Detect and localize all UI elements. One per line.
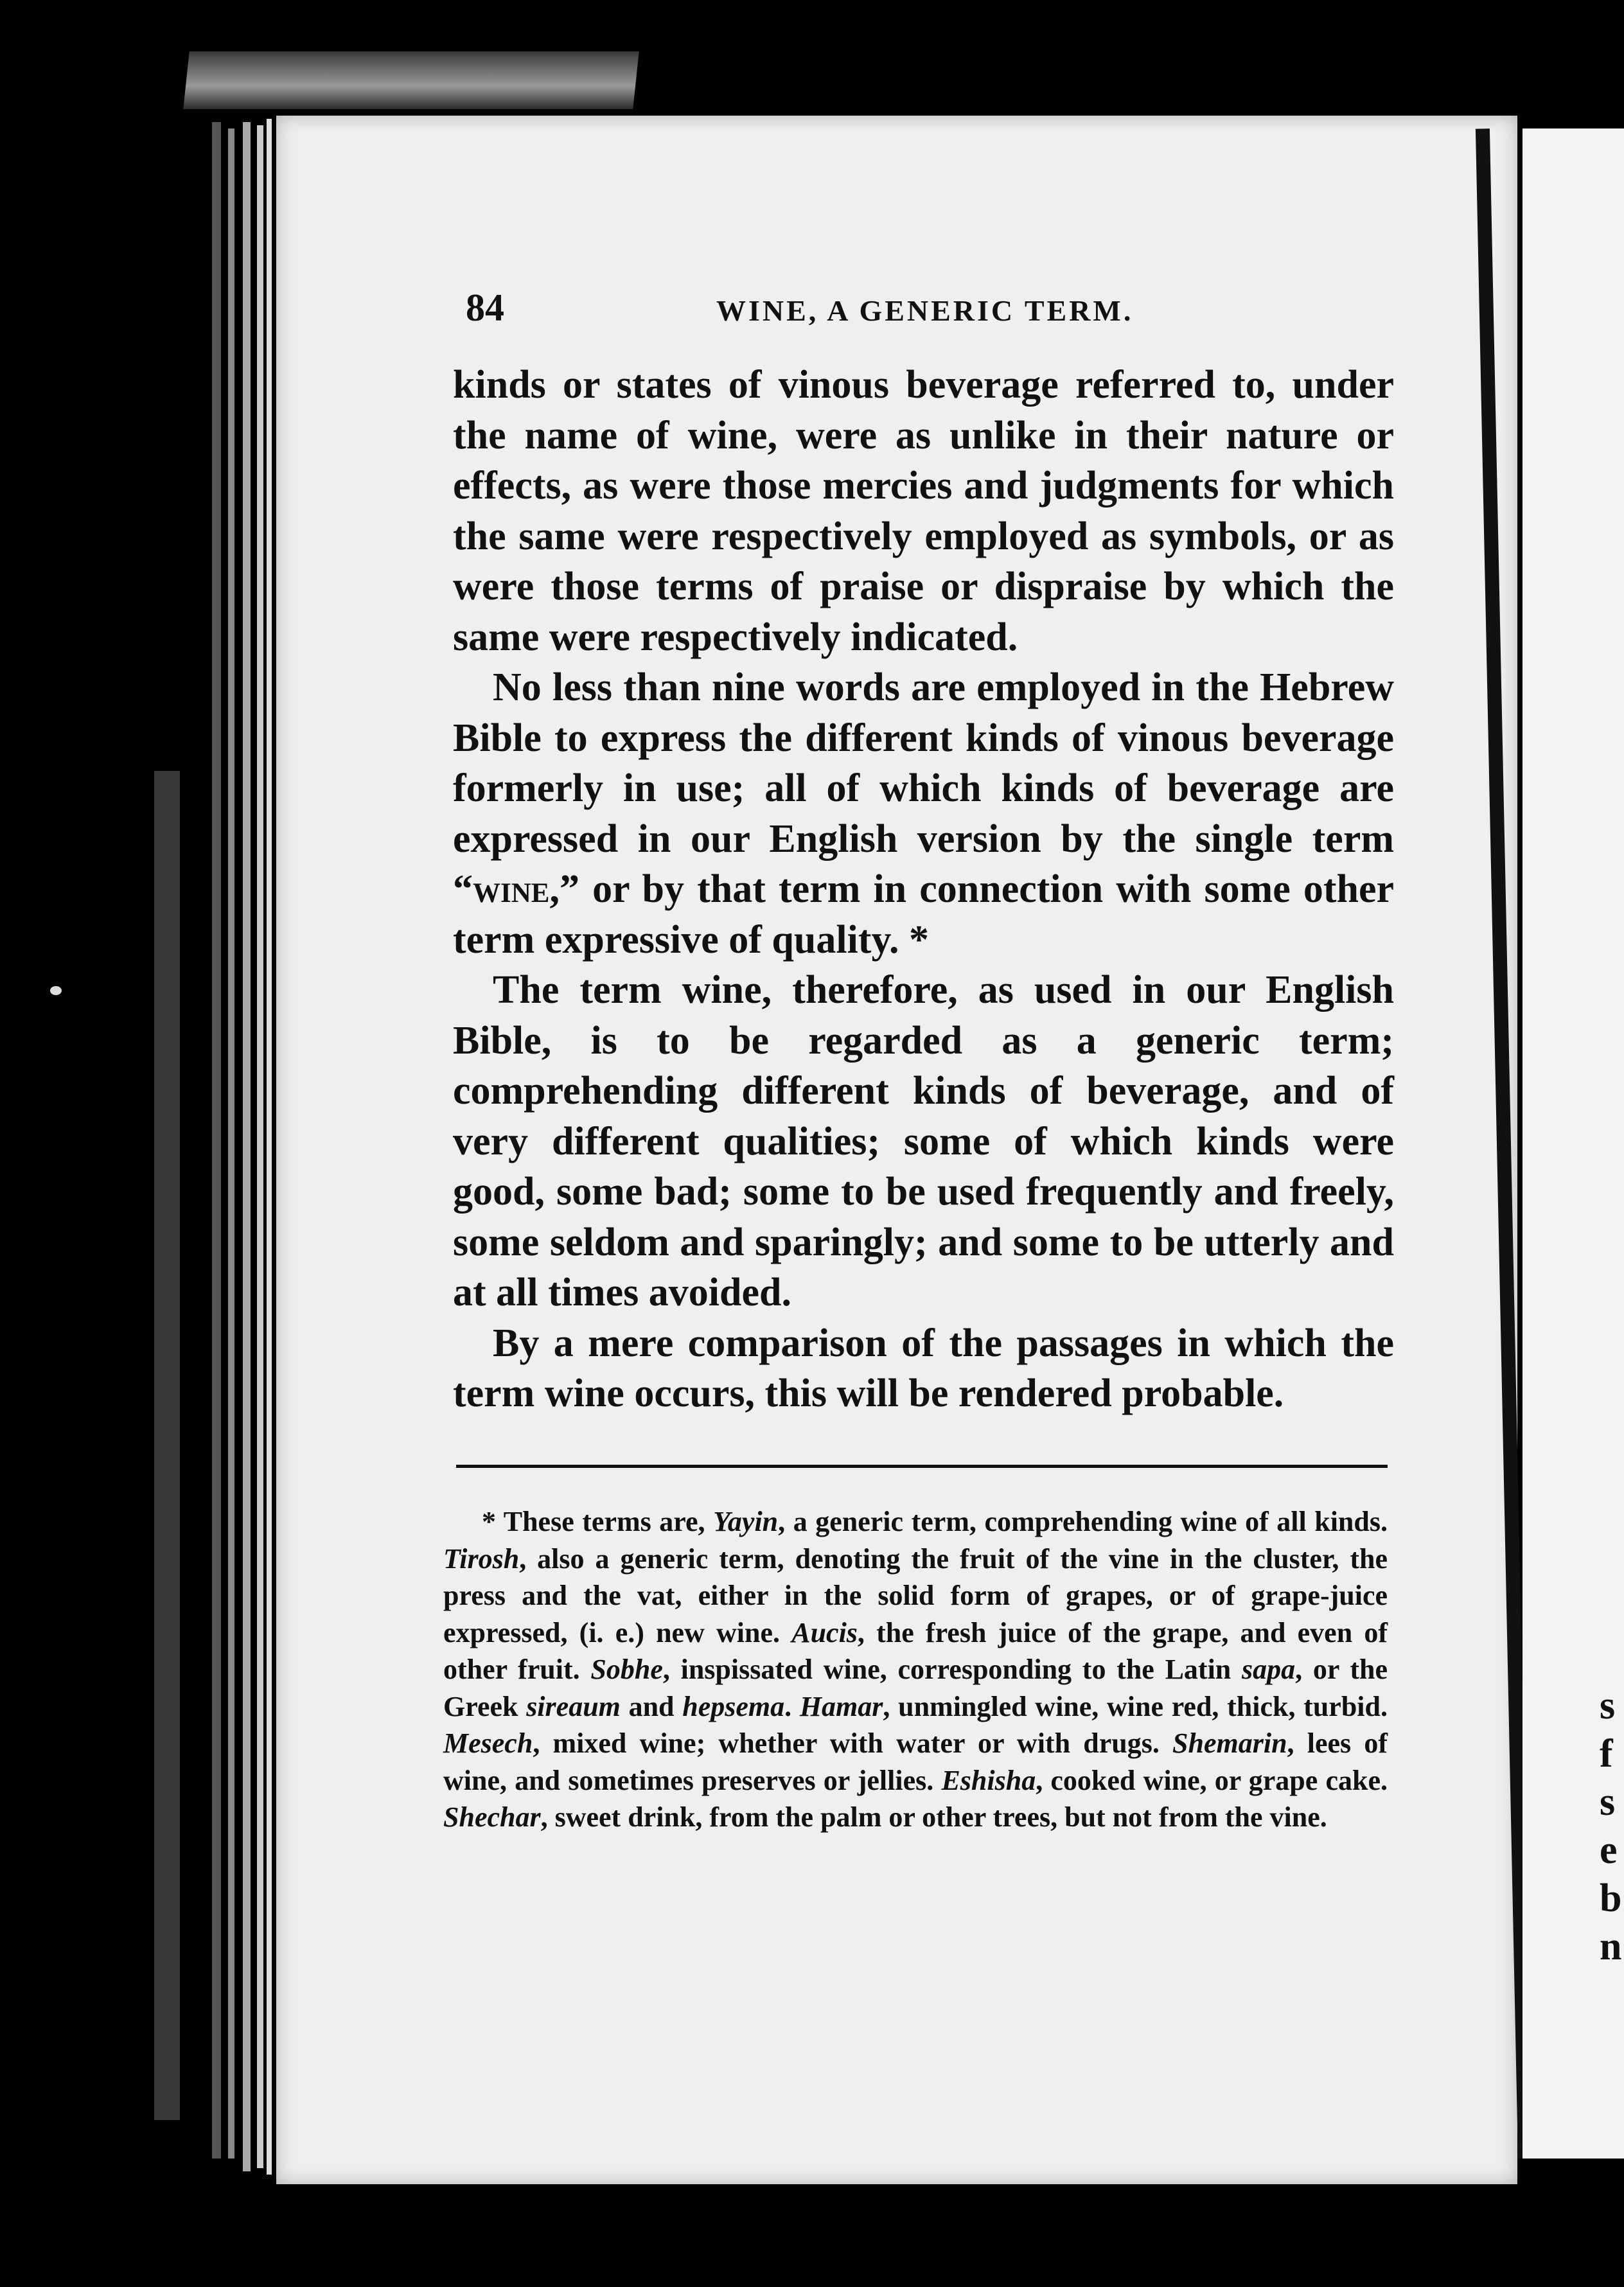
page-edge <box>257 125 263 2168</box>
term: Sobhe <box>590 1654 663 1685</box>
footnote-run: and <box>620 1690 683 1722</box>
footnote-rule <box>456 1465 1388 1468</box>
paragraph: kinds or states of vinous beverage referred to, under the name of wine, were as unlike in their nature or effects, as were those mercies and judgments for which the same were respectively employed as symbols, or as were those terms of praise or dispraise by which the same were respectively indicated. <box>453 363 1394 659</box>
footnote-run: , also a generic term, denoting the fruit of the vine in the cluster, the press and the vat, either in the solid form of grapes, or of grape-juice expressed, (i. e.) new wine. <box>443 1542 1388 1648</box>
facing-page-letter: s <box>1600 1684 1616 1727</box>
small-caps-term: wine <box>473 867 550 911</box>
term: Eshisha <box>941 1764 1036 1796</box>
term: Yayin <box>713 1506 779 1537</box>
footnote-run: * These terms are, <box>482 1506 714 1537</box>
footnote-run: , mixed wine; whether with water or with drugs. <box>533 1727 1173 1759</box>
term: Shemarin <box>1172 1727 1287 1759</box>
page-number: 84 <box>466 287 504 329</box>
footnote-run: , sweet drink, from the palm or other trees, but not from the vine. <box>540 1801 1327 1833</box>
footnote-text <box>443 1503 1388 1836</box>
page-edge <box>154 771 180 2120</box>
facing-page-letter: f <box>1600 1732 1613 1776</box>
footnote-run: , unmingled wine, wine red, thick, turbid. <box>883 1690 1388 1722</box>
paragraph: The term wine, therefore, as used in our English Bible, is to be regarded as a generic term; comprehending different kinds of beverage, and of very different qualities; some of which kinds were good, some bad; some to be used frequently and freely, some seldom and sparingly; and some to be utterly and at all times avoided. <box>453 968 1394 1314</box>
page-edge <box>228 128 234 2159</box>
term: Mesech <box>443 1727 533 1759</box>
page-edge <box>243 122 251 2171</box>
footnote-run: , or the Greek <box>443 1654 1388 1722</box>
facing-page-letter: n <box>1600 1925 1622 1968</box>
facing-page-letter: b <box>1600 1876 1622 1920</box>
footnote-run: , inspissated wine, corresponding to the Latin <box>662 1654 1242 1685</box>
paragraph-text: No less than nine words are employed in the Hebrew Bible to express the different kinds of vinous beverage formerly in use; all of which kinds of beverage are expressed in our English version by the single term “ <box>453 666 1394 911</box>
term: Hamar <box>799 1690 883 1722</box>
footnote-run: , lees of wine, and sometimes preserves or jellies. <box>443 1727 1388 1796</box>
facing-page-letter: s <box>1600 1780 1616 1824</box>
running-head <box>466 286 1179 331</box>
paragraph-text: ,” or by that term in connection with some other term expressive of quality. * <box>453 867 1394 962</box>
term: hepsema <box>682 1690 785 1722</box>
running-title: WINE, A GENERIC TERM. <box>716 294 1134 327</box>
footnote-run: , the fresh juice of the grape, and even of other fruit. <box>443 1616 1388 1685</box>
term: Shechar <box>443 1801 541 1833</box>
page-edge <box>267 119 272 2175</box>
page-top-shadow <box>183 51 639 109</box>
term: sireaum <box>526 1690 621 1722</box>
facing-page-letter: e <box>1600 1828 1618 1872</box>
footnote <box>443 1503 1388 1836</box>
body-text <box>453 360 1394 1419</box>
footnote-run: . <box>784 1690 800 1722</box>
term: Aucis <box>791 1616 858 1648</box>
footnote-run: , a generic term, comprehending wine of all kinds. <box>778 1506 1388 1537</box>
term: Tirosh <box>443 1542 520 1575</box>
footnote-run: , cooked wine, or grape cake. <box>1036 1764 1388 1796</box>
paragraph: By a mere comparison of the passages in which the term wine occurs, this will be rendered probable. <box>453 1321 1394 1415</box>
paragraph <box>453 662 1394 965</box>
term: sapa <box>1242 1654 1296 1685</box>
page-edge <box>212 122 221 2159</box>
scan-speck <box>50 986 62 995</box>
